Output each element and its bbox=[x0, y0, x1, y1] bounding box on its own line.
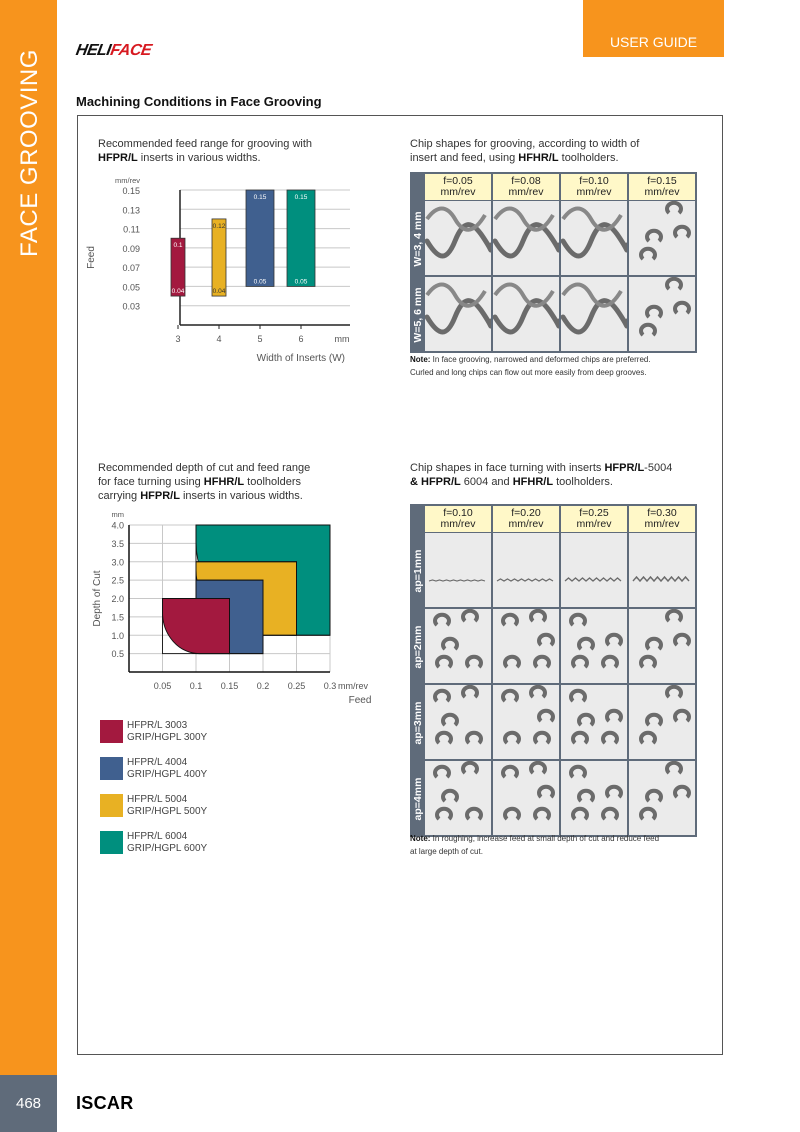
logo-part1: HELI bbox=[74, 42, 113, 59]
chip-photo bbox=[425, 761, 491, 831]
chip-cell bbox=[493, 609, 561, 685]
bar-min-label: 0.05 bbox=[294, 278, 308, 286]
logo-part2: FACE bbox=[109, 42, 153, 59]
chip-cell bbox=[561, 533, 629, 609]
row-label bbox=[410, 609, 425, 685]
bar-min-label: 0.04 bbox=[212, 288, 226, 296]
panel4-caption-pre: Chip shapes in face turning with inserts bbox=[410, 462, 605, 474]
y-tick-label: 2.0 bbox=[111, 594, 124, 604]
panel4-caption-post1: -5004 bbox=[644, 462, 673, 474]
y-tick-label: 0.5 bbox=[111, 649, 124, 660]
panel4-caption-bold2: & HFPR/L bbox=[410, 476, 461, 488]
chip-cell bbox=[493, 533, 561, 609]
header-feed: f=0.08 bbox=[511, 175, 541, 187]
chip-cell bbox=[629, 685, 697, 761]
y-axis-title: Depth of Cut bbox=[92, 570, 103, 627]
legend-item bbox=[100, 757, 207, 781]
panel1-caption-rest: inserts in various widths. bbox=[137, 152, 261, 164]
chip-photo bbox=[561, 761, 627, 831]
chip-photo bbox=[561, 685, 627, 755]
panel4-note-label: Note: bbox=[410, 834, 431, 843]
header-feed: f=0.20 bbox=[511, 507, 541, 519]
legend-line1: HFPR/L 3003 bbox=[127, 720, 188, 731]
header-unit: mm/rev bbox=[644, 518, 680, 530]
bar-max-label: 0.15 bbox=[294, 194, 308, 201]
x-tick-label: 0.1 bbox=[189, 681, 203, 691]
legend-line1: HFPR/L 6004 bbox=[127, 831, 188, 842]
row-label-text: W=5, 6 mm bbox=[411, 287, 424, 343]
legend-swatch bbox=[100, 794, 123, 817]
panel3-caption bbox=[98, 461, 310, 503]
chip-cell bbox=[493, 685, 561, 761]
chip-cell bbox=[425, 201, 493, 277]
y-tick-label: 0.15 bbox=[122, 186, 140, 196]
panel2-note-text: In face grooving, narrowed and deformed chips are preferred. bbox=[430, 355, 651, 364]
chip-cell bbox=[629, 533, 697, 609]
panel4-note-text: In roughing, increase feed at small depth of cut and reduce feed bbox=[430, 834, 660, 843]
chip-cell bbox=[629, 609, 697, 685]
chip-cell bbox=[561, 277, 629, 353]
x-tick-label: 3 bbox=[175, 334, 181, 344]
y-tick-label: 3.0 bbox=[111, 557, 124, 568]
chip-cell bbox=[425, 609, 493, 685]
y-tick-label: 4.0 bbox=[111, 520, 124, 531]
header-feed: f=0.10 bbox=[579, 175, 609, 187]
header-unit: mm/rev bbox=[508, 186, 544, 198]
chip-photo bbox=[629, 533, 695, 603]
bar-4mm bbox=[212, 219, 226, 296]
legend-label bbox=[127, 794, 207, 818]
x-tick-label: 0.05 bbox=[153, 681, 172, 691]
chip-cell bbox=[561, 201, 629, 277]
column-header bbox=[425, 174, 493, 200]
legend-item bbox=[100, 794, 207, 818]
y-tick-label: 0.03 bbox=[122, 301, 140, 312]
y-unit-label: mm/rev bbox=[115, 176, 140, 185]
bar-max-label: 0.12 bbox=[212, 222, 226, 230]
panel3-caption-pre: for face turning using bbox=[98, 476, 204, 488]
chip-photo bbox=[493, 277, 559, 347]
bar-max-label: 0.15 bbox=[253, 194, 267, 201]
y-tick-label: 0.09 bbox=[122, 243, 140, 254]
chip-photo bbox=[493, 761, 559, 831]
y-tick-label: 0.07 bbox=[122, 263, 140, 274]
panel2-note-line2: Curled and long chips can flow out more easily from deep grooves. bbox=[410, 368, 647, 377]
chip-cell bbox=[561, 685, 629, 761]
bar-max-label: 0.1 bbox=[173, 242, 183, 250]
y-unit-label: mm bbox=[111, 510, 124, 519]
x-tick-label: 6 bbox=[298, 334, 304, 344]
section-label bbox=[2, 45, 57, 260]
header-unit: mm/rev bbox=[576, 186, 612, 198]
header-unit: mm/rev bbox=[508, 518, 544, 530]
bar-6mm bbox=[287, 190, 315, 286]
legend-label bbox=[127, 720, 207, 744]
x-unit-label: mm/rev bbox=[338, 681, 368, 691]
legend-item bbox=[100, 720, 207, 744]
header-feed: f=0.05 bbox=[443, 175, 473, 187]
header-unit: mm/rev bbox=[440, 186, 476, 198]
legend-line2: GRIP/HGPL 300Y bbox=[127, 732, 208, 743]
y-tick-label: 0.05 bbox=[122, 282, 140, 293]
row-label bbox=[410, 533, 425, 609]
legend-line1: HFPR/L 5004 bbox=[127, 794, 188, 805]
column-header bbox=[425, 506, 493, 532]
chip-photo bbox=[561, 201, 627, 271]
x-axis-title: Width of Inserts (W) bbox=[256, 353, 345, 364]
user-guide-label: USER GUIDE bbox=[609, 34, 698, 50]
panel4-caption bbox=[410, 461, 672, 489]
chip-photo bbox=[629, 685, 695, 755]
column-header bbox=[629, 506, 697, 532]
bar-min-label: 0.05 bbox=[253, 278, 267, 286]
header-feed: f=0.15 bbox=[647, 175, 677, 187]
x-tick-label: 5 bbox=[257, 334, 263, 344]
chip-cell bbox=[425, 685, 493, 761]
chip-cell bbox=[629, 277, 697, 353]
y-tick-label: 2.5 bbox=[111, 575, 124, 586]
chip-photo bbox=[425, 533, 491, 603]
row-label bbox=[410, 685, 425, 761]
row-label-text: ap=2mm bbox=[411, 625, 424, 669]
chip-cell bbox=[561, 761, 629, 837]
panel3-caption-post1: toolholders bbox=[244, 476, 301, 488]
chip-photo bbox=[493, 685, 559, 755]
chip-cell bbox=[493, 277, 561, 353]
header-unit: mm/rev bbox=[576, 518, 612, 530]
chip-photo bbox=[629, 609, 695, 679]
row-label-text: ap=4mm bbox=[411, 777, 424, 821]
chip-photo bbox=[493, 533, 559, 603]
panel2-caption-post: toolholders. bbox=[558, 152, 619, 164]
panel3-caption-line1: Recommended depth of cut and feed range bbox=[98, 462, 311, 474]
chip-photo bbox=[629, 761, 695, 831]
legend-line2: GRIP/HGPL 500Y bbox=[127, 806, 208, 817]
chip-photo bbox=[493, 609, 559, 679]
panel2-caption-line1: Chip shapes for grooving, according to width of bbox=[410, 138, 640, 150]
legend-swatch bbox=[100, 757, 123, 780]
panel2-caption-pre: insert and feed, using bbox=[410, 152, 519, 164]
column-header bbox=[629, 174, 697, 200]
panel1-caption-bold: HFPR/L bbox=[98, 152, 138, 164]
legend-label bbox=[127, 757, 207, 781]
panel4-caption-bold1: HFPR/L bbox=[604, 462, 645, 474]
chip-photo bbox=[425, 685, 491, 755]
section-label-text: FACE GROOVING bbox=[15, 48, 43, 257]
row-label-text: ap=3mm bbox=[411, 701, 424, 745]
depth-feed-chart bbox=[80, 505, 380, 705]
feed-range-chart bbox=[80, 170, 370, 370]
row-label-text: ap=1mm bbox=[411, 549, 424, 593]
chip-photo bbox=[561, 533, 627, 603]
panel3-caption-pre2: carrying bbox=[98, 490, 141, 502]
chip-cell bbox=[493, 761, 561, 837]
panel4-caption-bold3: HFHR/L bbox=[512, 476, 554, 488]
sidebar-band bbox=[0, 0, 57, 1075]
chip-cell bbox=[561, 609, 629, 685]
panel3-caption-bold1: HFHR/L bbox=[203, 476, 245, 488]
row-label bbox=[410, 761, 425, 837]
bar-min-label: 0.04 bbox=[171, 288, 185, 296]
x-unit-label: mm bbox=[334, 334, 350, 344]
y-tick-label: 1.5 bbox=[111, 612, 124, 623]
brand-logo: ISCAR bbox=[76, 1093, 134, 1113]
section-title: Machining Conditions in Face Grooving bbox=[76, 94, 322, 109]
chip-cell bbox=[425, 533, 493, 609]
y-tick-label: 0.13 bbox=[122, 205, 140, 216]
row-label bbox=[410, 201, 425, 277]
panel3-caption-bold2: HFPR/L bbox=[140, 490, 180, 502]
legend-swatch bbox=[100, 720, 123, 743]
x-tick-label: 0.3 bbox=[323, 681, 337, 691]
region-3003 bbox=[163, 599, 230, 654]
user-guide-tab bbox=[583, 0, 724, 57]
bar-5mm bbox=[246, 190, 274, 286]
panel1-caption-line1: Recommended feed range for grooving with bbox=[98, 138, 313, 150]
panel4-note-line2: at large depth of cut. bbox=[410, 847, 483, 856]
chip-cell bbox=[493, 201, 561, 277]
chip-cell bbox=[629, 761, 697, 837]
column-header bbox=[561, 506, 629, 532]
header-feed: f=0.10 bbox=[443, 507, 473, 519]
chip-photo bbox=[425, 201, 491, 271]
chip-cell bbox=[629, 201, 697, 277]
column-header bbox=[493, 174, 561, 200]
panel2-note bbox=[410, 353, 651, 379]
page-number: 468 bbox=[0, 1075, 57, 1132]
x-tick-label: 4 bbox=[216, 334, 222, 344]
legend-swatch bbox=[100, 831, 123, 854]
legend-line2: GRIP/HGPL 400Y bbox=[127, 769, 208, 780]
heliface-logo bbox=[74, 42, 152, 60]
legend-item bbox=[100, 831, 207, 855]
x-tick-label: 0.2 bbox=[256, 681, 270, 691]
chip-photo bbox=[629, 277, 695, 347]
y-tick-label: 0.11 bbox=[123, 224, 140, 235]
panel2-caption-bold: HFHR/L bbox=[518, 152, 559, 164]
panel1-caption bbox=[98, 137, 312, 165]
x-tick-label: 0.15 bbox=[220, 681, 239, 691]
y-tick-label: 1.0 bbox=[111, 630, 124, 641]
y-axis-title: Feed bbox=[86, 246, 97, 269]
row-label bbox=[410, 277, 425, 353]
y-tick-label: 3.5 bbox=[111, 538, 124, 549]
panel4-caption-post3: toolholders. bbox=[553, 476, 613, 488]
chip-photo bbox=[493, 201, 559, 271]
panel3-caption-post2: inserts in various widths. bbox=[179, 490, 303, 502]
chip-photo bbox=[425, 609, 491, 679]
x-axis-title: Feed bbox=[348, 695, 372, 705]
column-header bbox=[561, 174, 629, 200]
x-tick-label: 0.25 bbox=[287, 681, 306, 691]
panel2-note-label: Note: bbox=[410, 355, 431, 364]
chip-photo bbox=[561, 609, 627, 679]
row-label-text: W=3, 4 mm bbox=[411, 211, 424, 267]
chip-photo bbox=[629, 201, 695, 271]
chip-cell bbox=[425, 277, 493, 353]
header-unit: mm/rev bbox=[440, 518, 476, 530]
legend-line1: HFPR/L 4004 bbox=[127, 757, 188, 768]
panel4-note bbox=[410, 832, 659, 858]
chip-photo bbox=[561, 277, 627, 347]
legend-line2: GRIP/HGPL 600Y bbox=[127, 843, 208, 854]
header-feed: f=0.30 bbox=[647, 507, 677, 519]
chip-photo bbox=[425, 277, 491, 347]
header-unit: mm/rev bbox=[644, 186, 680, 198]
panel2-caption bbox=[410, 137, 639, 165]
panel4-caption-mid: 6004 and bbox=[460, 476, 513, 488]
legend-label bbox=[127, 831, 207, 855]
header-feed: f=0.25 bbox=[579, 507, 609, 519]
column-header bbox=[493, 506, 561, 532]
chip-cell bbox=[425, 761, 493, 837]
